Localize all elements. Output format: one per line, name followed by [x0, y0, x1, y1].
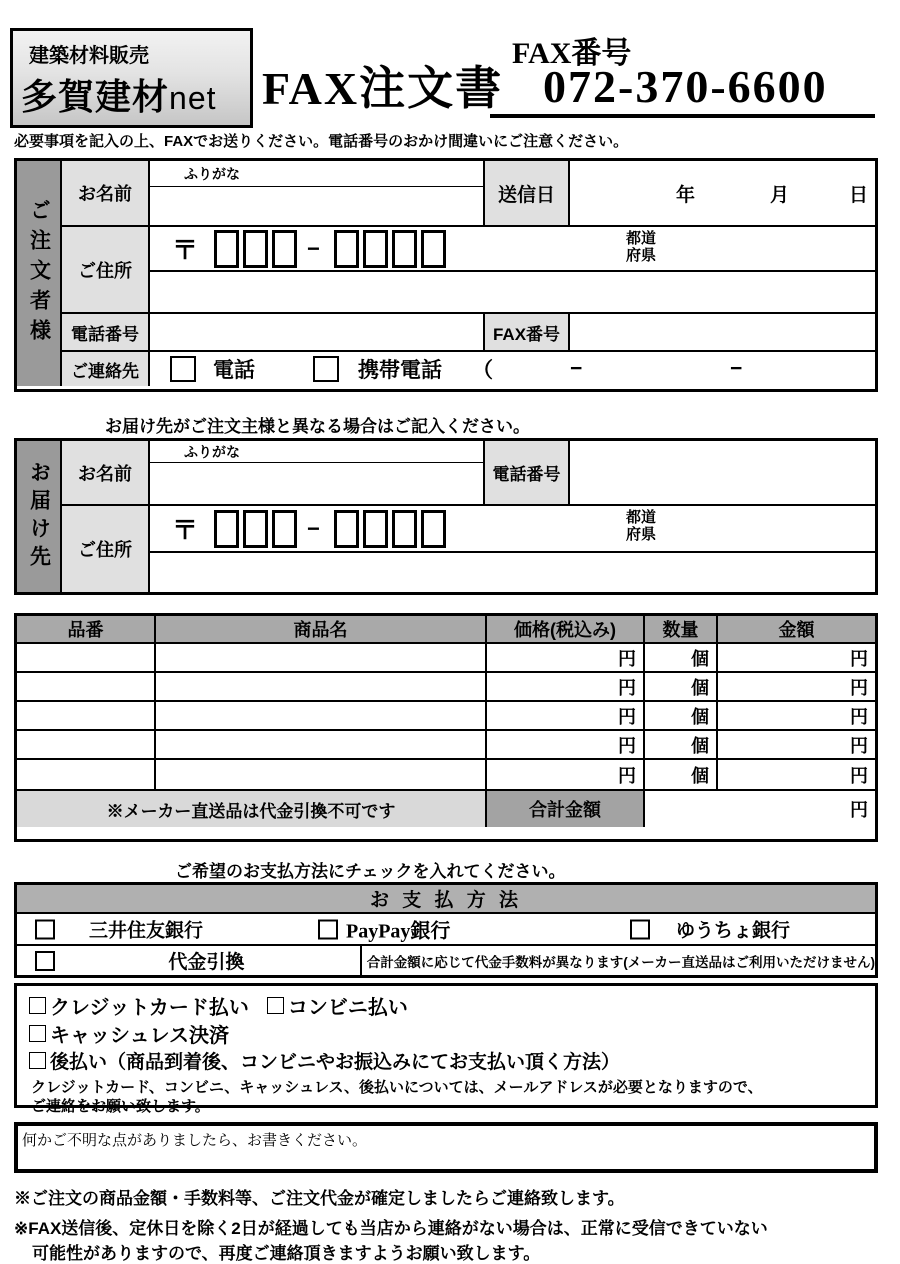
fax-number-underline	[490, 114, 875, 118]
convenience-label: コンビニ払い	[287, 997, 408, 1019]
total-unit: 円	[850, 800, 868, 820]
orderer-name-label: お名前	[62, 161, 150, 227]
bank-option-paypay: PayPay銀行	[318, 915, 450, 944]
product-name-cell[interactable]	[156, 760, 487, 791]
qty-unit: 個	[691, 765, 709, 786]
logo-tagline: 建築材料販売	[29, 45, 149, 67]
product-qty-cell[interactable]	[645, 731, 718, 760]
postal-box[interactable]	[421, 510, 446, 548]
price-unit: 円	[618, 706, 636, 727]
fax-number-label: FAX番号	[512, 37, 632, 70]
price-unit: 円	[618, 677, 636, 698]
delivery-table	[14, 438, 878, 595]
delivery-caption: お届け先がご注文主様と異なる場合はご記入ください。	[105, 417, 530, 436]
deferred-checkbox[interactable]	[29, 1052, 46, 1069]
product-code-cell[interactable]	[17, 702, 156, 731]
qty-unit: 個	[691, 648, 709, 669]
store-logo	[10, 28, 253, 128]
phone-dash: −	[570, 357, 583, 380]
product-name-cell[interactable]	[156, 731, 487, 760]
postal-box[interactable]	[272, 510, 297, 548]
orderer-phone-input[interactable]	[150, 314, 485, 352]
product-name-cell[interactable]	[156, 644, 487, 673]
product-price-cell[interactable]	[487, 731, 645, 760]
product-name-cell[interactable]	[156, 702, 487, 731]
cod-row	[17, 944, 875, 975]
cod-fee-note: 合計金額に応じて代金手数料が異なります(メーカー直送品はご利用いただけません)	[366, 954, 875, 970]
delivery-furigana-label: ふりがな	[150, 441, 485, 463]
orderer-furigana-label: ふりがな	[150, 161, 485, 187]
col-header-amount: 金額	[718, 616, 875, 644]
qty-unit: 個	[691, 735, 709, 756]
product-price-cell[interactable]	[487, 760, 645, 791]
other-payment-options-box	[14, 983, 878, 1115]
postal-box[interactable]	[421, 230, 446, 268]
postal-dash: −	[307, 235, 320, 261]
amount-unit: 円	[850, 677, 868, 698]
cod-label: 代金引換	[168, 952, 245, 973]
footer-note-3: 可能性がありますので、再度ご連絡頂きますようお願い致します。	[32, 1244, 541, 1263]
footer-note-1: ※ご注文の商品金額・手数料等、ご注文代金が確定しましたらご連絡致します。	[14, 1189, 625, 1208]
email-required-note-2: ご連絡をお願い致します。	[31, 1099, 210, 1115]
email-required-note-1: クレジットカード、コンビニ、キャッシュレス、後払いについては、メールアドレスが必要となりますので、	[31, 1080, 763, 1096]
logo-name: 多賀建材net	[21, 76, 217, 117]
page-title: FAX注文書	[262, 63, 504, 114]
amount-unit: 円	[850, 706, 868, 727]
phone-option-label: 電話	[213, 359, 255, 382]
delivery-phone-label: 電話番号	[485, 441, 570, 506]
postal-dash: −	[307, 515, 320, 541]
amount-unit: 円	[850, 648, 868, 669]
postal-box[interactable]	[272, 230, 297, 268]
phone-checkbox[interactable]	[170, 356, 196, 382]
col-header-qty: 数量	[645, 616, 718, 644]
delivery-name-input[interactable]	[150, 463, 485, 506]
postal-mark: 〒	[172, 515, 199, 545]
form-instruction: 必要事項を記入の上、FAXでお送りください。電話番号のおかけ間違いにご注意ください。	[14, 133, 629, 150]
comment-prompt: 何かご不明な点がありましたら、お書きください。	[22, 1133, 368, 1149]
prefecture-hint: 都道 府県	[626, 509, 657, 544]
postal-mark: 〒	[172, 235, 199, 265]
price-unit: 円	[618, 648, 636, 669]
delivery-postal-row	[150, 506, 875, 553]
open-paren: （	[472, 359, 493, 382]
bank-options-row	[17, 912, 875, 944]
month-label: 月	[769, 184, 789, 206]
product-amount-cell[interactable]	[718, 673, 875, 702]
yucho-checkbox[interactable]	[630, 919, 650, 939]
product-code-cell[interactable]	[17, 673, 156, 702]
orderer-name-input[interactable]	[150, 187, 485, 227]
prefecture-hint: 都道 府県	[626, 230, 657, 265]
postal-box[interactable]	[214, 510, 239, 548]
day-label: 日	[848, 184, 868, 206]
postal-box[interactable]	[214, 230, 239, 268]
product-qty-cell[interactable]	[645, 702, 718, 731]
cod-option	[17, 946, 362, 975]
send-date-label: 送信日	[485, 161, 570, 227]
postal-box[interactable]	[243, 510, 268, 548]
postal-box[interactable]	[243, 230, 268, 268]
orderer-postal-row	[150, 227, 875, 272]
credit-convenience-line	[29, 991, 408, 1020]
send-date-input[interactable]	[570, 161, 875, 227]
phone-dash: −	[730, 357, 743, 380]
amount-unit: 円	[850, 765, 868, 786]
deferred-label: 後払い（商品到着後、コンビニやお振込みにてお支払い頂く方法）	[50, 1052, 621, 1073]
comment-box[interactable]	[14, 1122, 878, 1173]
orderer-phone-label: 電話番号	[62, 314, 150, 352]
payment-caption: ご希望のお支払方法にチェックを入れてください。	[175, 862, 566, 881]
orderer-table	[14, 158, 878, 392]
mobile-option-label: 携帯電話	[358, 359, 442, 382]
product-price-cell[interactable]	[487, 673, 645, 702]
price-unit: 円	[618, 735, 636, 756]
credit-label: クレジットカード払い	[50, 997, 249, 1019]
delivery-phone-input[interactable]	[570, 441, 875, 506]
orderer-section-label: ご注文者様	[17, 161, 62, 386]
product-name-cell[interactable]	[156, 673, 487, 702]
qty-unit: 個	[691, 706, 709, 727]
postal-box[interactable]	[363, 230, 388, 268]
paypay-checkbox[interactable]	[318, 919, 338, 939]
delivery-address-input[interactable]	[150, 553, 875, 592]
contact-method-label: ご連絡先	[62, 352, 150, 386]
mobile-checkbox[interactable]	[313, 356, 339, 382]
delivery-address-label: ご住所	[62, 506, 150, 592]
product-price-cell[interactable]	[487, 702, 645, 731]
postal-box[interactable]	[392, 510, 417, 548]
cashless-label: キャッシュレス決済	[50, 1025, 229, 1047]
total-label: 合計金額	[487, 791, 645, 827]
smbc-checkbox[interactable]	[35, 919, 55, 939]
product-qty-cell[interactable]	[645, 673, 718, 702]
product-code-cell[interactable]	[17, 760, 156, 791]
product-qty-cell[interactable]	[645, 760, 718, 791]
col-header-item-no: 品番	[17, 616, 156, 644]
fax-number: 072-370-6600	[543, 61, 828, 112]
orderer-fax-label: FAX番号	[485, 314, 570, 352]
direct-shipping-note: ※メーカー直送品は代金引換不可です	[17, 791, 487, 827]
product-qty-cell[interactable]	[645, 644, 718, 673]
product-amount-cell[interactable]	[718, 760, 875, 791]
year-label: 年	[675, 184, 695, 206]
orderer-fax-input[interactable]	[570, 314, 875, 352]
col-header-price: 価格(税込み)	[487, 616, 645, 644]
bank-option-smbc: 三井住友銀行	[35, 916, 203, 943]
delivery-name-label: お名前	[62, 441, 150, 506]
product-amount-cell[interactable]	[718, 644, 875, 673]
payment-header: お 支 払 方 法	[17, 885, 875, 912]
products-table	[14, 613, 878, 842]
payment-table	[14, 882, 878, 978]
orderer-address-label: ご住所	[62, 227, 150, 314]
deferred-line	[29, 1047, 620, 1074]
total-amount-cell[interactable]	[645, 791, 875, 827]
price-unit: 円	[618, 765, 636, 786]
product-code-cell[interactable]	[17, 731, 156, 760]
product-code-cell[interactable]	[17, 644, 156, 673]
postal-box[interactable]	[392, 230, 417, 268]
orderer-address-input[interactable]	[150, 272, 875, 314]
qty-unit: 個	[691, 677, 709, 698]
cashless-line	[29, 1019, 229, 1048]
credit-checkbox[interactable]	[29, 997, 46, 1014]
cashless-checkbox[interactable]	[29, 1025, 46, 1042]
product-amount-cell[interactable]	[718, 731, 875, 760]
col-header-name: 商品名	[156, 616, 487, 644]
postal-box[interactable]	[334, 510, 359, 548]
cod-checkbox[interactable]	[35, 951, 55, 971]
product-price-cell[interactable]	[487, 644, 645, 673]
footer-note-2: ※FAX送信後、定休日を除く2日が経過しても当店から連絡がない場合は、正常に受信できていない	[14, 1219, 768, 1238]
product-amount-cell[interactable]	[718, 702, 875, 731]
logo-suffix: net	[169, 80, 217, 116]
delivery-section-label: お届け先	[17, 441, 62, 592]
postal-box[interactable]	[363, 510, 388, 548]
bank-option-yucho: ゆうちょ銀行	[630, 916, 790, 943]
amount-unit: 円	[850, 735, 868, 756]
postal-box[interactable]	[334, 230, 359, 268]
convenience-checkbox[interactable]	[267, 997, 284, 1014]
contact-method-row	[150, 352, 875, 386]
